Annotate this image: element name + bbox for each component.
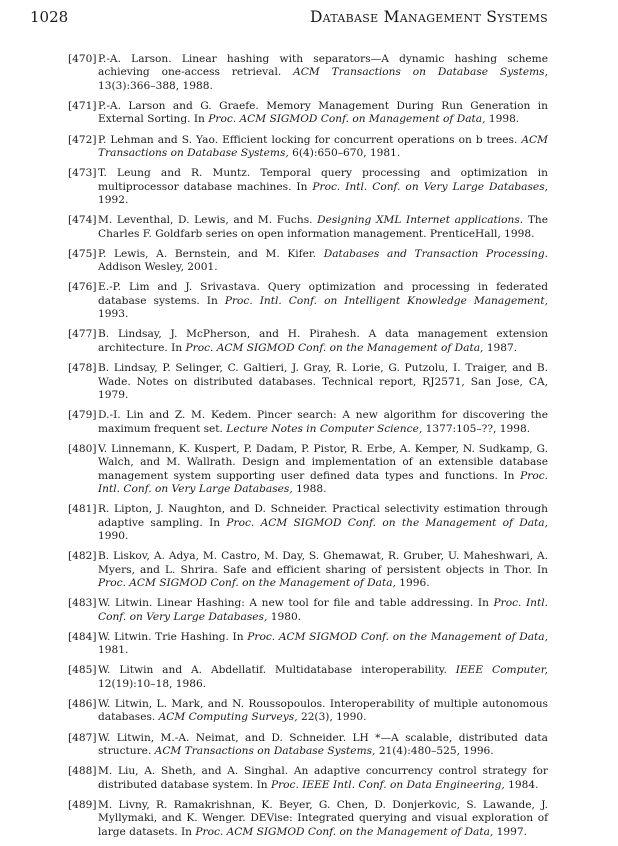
reference-details: 1988. [296, 482, 327, 495]
reference-text [98, 167, 548, 206]
reference-venue: ACM Transactions on Database Systems, [154, 745, 376, 758]
reference-venue: Proc. Intl. Conf. on Very Large Databases, [98, 597, 549, 623]
reference-entry [68, 167, 548, 207]
reference-entry [68, 281, 548, 321]
reference-authors-title: B. Liskov, A. Adya, M. Castro, M. Day, S. Ghemawat, R. Gruber, U. Maheshwari, A. Myers, and L. Shrira. Safe and efficient sharing of persistent objects in Thor. In [98, 550, 548, 576]
reference-details: 1993. [98, 308, 129, 321]
reference-details: 1992. [98, 194, 129, 207]
reference-venue: ACM Computing Surveys, [158, 711, 298, 724]
reference-details: 1984. [508, 778, 539, 791]
reference-number: [486] [68, 698, 97, 710]
reference-text [98, 550, 548, 589]
reference-number: [473] [68, 167, 97, 180]
reference-number: [482] [68, 550, 97, 563]
reference-details: The Charles F. Goldfarb series on open information management. PrenticeHall, 1998. [98, 214, 548, 240]
reference-entry [68, 664, 548, 691]
reference-authors-title: E.-P. Lim and J. Srivastava. Query optimization and processing in federated database systems. In [98, 281, 548, 307]
reference-entry [68, 409, 548, 436]
reference-entry [68, 631, 548, 658]
reference-details: 1990. [98, 529, 129, 542]
reference-authors-title: W. Litwin, L. Mark, and N. Roussopoulos. Interoperability of multiple autonomous databases. [98, 698, 548, 724]
reference-authors-title: W. Litwin, M.-A. Neimat, and D. Schneider. LH *—A scalable, distributed data structure. [98, 731, 548, 758]
running-title: Database Management Systems [309, 8, 548, 26]
reference-venue: Proc. Intl. Conf. on Very Large Databases, [98, 469, 548, 495]
reference-entry [68, 248, 548, 275]
reference-number: [481] [68, 503, 97, 516]
reference-number: [470] [68, 53, 97, 65]
reference-number: [471] [68, 100, 97, 113]
reference-entry [68, 550, 548, 590]
reference-venue: Proc. ACM SIGMOD Conf. on the Management of Data, [98, 576, 396, 589]
reference-venue: Lecture Notes in Computer Science, [226, 422, 423, 435]
reference-text [98, 765, 548, 790]
reference-details: 1980. [270, 610, 302, 623]
reference-text [98, 443, 548, 495]
reference-details: 1377:105–??, 1998. [425, 422, 531, 435]
reference-entry [68, 799, 548, 839]
reference-text [98, 597, 548, 622]
reference-venue: Proc. Intl. Conf. on Very Large Databases, [312, 180, 548, 193]
reference-number: [480] [68, 442, 97, 455]
reference-venue: Proc. ACM SIGMOD Conf. on Management of Data, [208, 113, 486, 126]
reference-text [98, 799, 548, 838]
reference-number: [487] [68, 731, 97, 744]
reference-details: 1996. [399, 576, 430, 589]
reference-number: [478] [68, 362, 97, 375]
reference-venue: ACM Transactions on Database Systems, [293, 66, 548, 79]
reference-authors-title: B. Lindsay, P. Selinger, C. Galtieri, J. Gray, R. Lorie, G. Putzolu, I. Traiger, and B. Wade. Notes on distributed databases. Technical report, RJ2571, San Jose, CA, 1979. [98, 362, 548, 401]
reference-number: [479] [68, 409, 97, 422]
reference-details: Addison Wesley, 2001. [98, 261, 218, 274]
reference-authors-title: B. Lindsay, J. McPherson, and H. Pirahesh. A data management extension architecture. In [98, 328, 548, 354]
reference-entry [68, 53, 548, 93]
reference-authors-title: M. Leventhal, D. Lewis, and M. Fuchs. [98, 214, 313, 227]
reference-venue: Designing XML Internet applications. [317, 214, 524, 227]
reference-authors-title: M. Livny, R. Ramakrishnan, K. Beyer, G. Chen, D. Donjerkovic, S. Lawande, J. Myllymaki, and K. Wenger. DEVise: Integrated querying and visual exploration of large datasets. In [98, 798, 548, 838]
reference-text [98, 664, 548, 689]
reference-venue: IEEE Computer, [455, 664, 548, 677]
reference-entry [68, 443, 548, 497]
reference-authors-title: M. Liu, A. Sheth, and A. Singhal. An adaptive concurrency control strategy for distributed database system. In [98, 765, 548, 791]
reference-authors-title: W. Litwin. Linear Hashing: A new tool for file and table addressing. In [98, 597, 489, 610]
reference-text [98, 503, 548, 542]
reference-authors-title: P.-A. Larson. Linear hashing with separators—A dynamic hashing scheme achieving one-access retrieval. [98, 53, 548, 79]
reference-number: [477] [68, 328, 97, 341]
reference-authors-title: D.-I. Lin and Z. M. Kedem. Pincer search: A new algorithm for discovering the maximum frequent set. [98, 409, 548, 435]
reference-entry [68, 100, 548, 127]
reference-text [98, 328, 548, 353]
reference-number: [476] [68, 281, 97, 294]
reference-venue: Proc. ACM SIGMOD Conf. on the Management of Data, [195, 825, 494, 838]
reference-entry [68, 134, 548, 161]
reference-authors-title: P.-A. Larson and G. Graefe. Memory Management During Run Generation in External Sorting. In [98, 100, 548, 126]
reference-details: 1998. [488, 113, 520, 126]
reference-text [98, 698, 548, 723]
reference-text [98, 409, 548, 434]
reference-authors-title: R. Lipton, J. Naughton, and D. Schneider. Practical selectivity estimation through adaptive sampling. In [98, 503, 548, 529]
reference-number: [489] [68, 798, 97, 811]
reference-authors-title: W. Litwin. Trie Hashing. In [98, 630, 244, 643]
reference-number: [484] [68, 630, 97, 643]
reference-venue: Proc. ACM SIGMOD Conf. on the Management of Data, [247, 630, 548, 643]
reference-number: [488] [68, 765, 97, 778]
reference-entry [68, 503, 548, 543]
reference-text [98, 362, 548, 401]
reference-entry [68, 214, 548, 241]
reference-text [98, 732, 548, 757]
page-header [30, 8, 548, 32]
reference-authors-title: P. Lehman and S. Yao. Efficient locking for concurrent operations on b trees. [98, 133, 518, 146]
page-number: 1028 [30, 8, 69, 26]
reference-authors-title: P. Lewis, A. Bernstein, and M. Kifer. [98, 247, 317, 260]
reference-authors-title: T. Leung and R. Muntz. Temporal query processing and optimization in multiprocessor database machines. In [98, 167, 548, 193]
reference-entry [68, 362, 548, 402]
reference-entry [68, 597, 548, 624]
reference-details: 13(3):366–388, 1988. [98, 79, 213, 92]
reference-entry [68, 698, 548, 725]
reference-number: [474] [68, 214, 97, 227]
reference-number: [475] [68, 247, 97, 260]
reference-authors-title: V. Linnemann, K. Kuspert, P. Dadam, P. Pistor, R. Erbe, A. Kemper, N. Sudkamp, G. Walch, and M. Wallrath. Design and implementation of an extensible database management system supporting user defined data types and functions. In [98, 442, 548, 482]
reference-number: [472] [68, 133, 97, 146]
reference-venue: Proc. Intl. Conf. on Intelligent Knowledge Management, [224, 294, 548, 307]
reference-number: [483] [68, 597, 97, 610]
reference-text [98, 100, 548, 125]
reference-venue: Proc. IEEE Intl. Conf. on Data Engineering, [270, 778, 505, 791]
bibliography-list [68, 53, 548, 846]
reference-text [98, 134, 548, 159]
reference-venue: ACM Transactions on Database Systems, [98, 133, 548, 160]
reference-details: 1997. [496, 825, 527, 838]
reference-number: [485] [68, 664, 97, 677]
reference-entry [68, 765, 548, 792]
reference-text [98, 281, 548, 320]
reference-authors-title: W. Litwin and A. Abdellatif. Multidatabase interoperability. [98, 664, 447, 677]
reference-venue: Proc. ACM SIGMOD Conf. on the Management of Data, [185, 341, 484, 354]
reference-text [98, 631, 548, 656]
reference-entry [68, 328, 548, 355]
reference-text [98, 53, 548, 92]
reference-details: 12(19):10–18, 1986. [98, 677, 207, 690]
reference-details: 21(4):480–525, 1996. [378, 745, 494, 758]
reference-details: 6(4):650–670, 1981. [292, 147, 401, 160]
reference-details: 1981. [98, 644, 129, 657]
reference-venue: Proc. ACM SIGMOD Conf. on the Management of Data, [226, 516, 548, 529]
reference-text [98, 214, 548, 239]
reference-details: 1987. [486, 341, 518, 354]
reference-text [98, 248, 548, 273]
reference-venue: Databases and Transaction Processing. [323, 247, 548, 260]
reference-entry [68, 732, 548, 759]
reference-details: 22(3), 1990. [300, 711, 367, 724]
